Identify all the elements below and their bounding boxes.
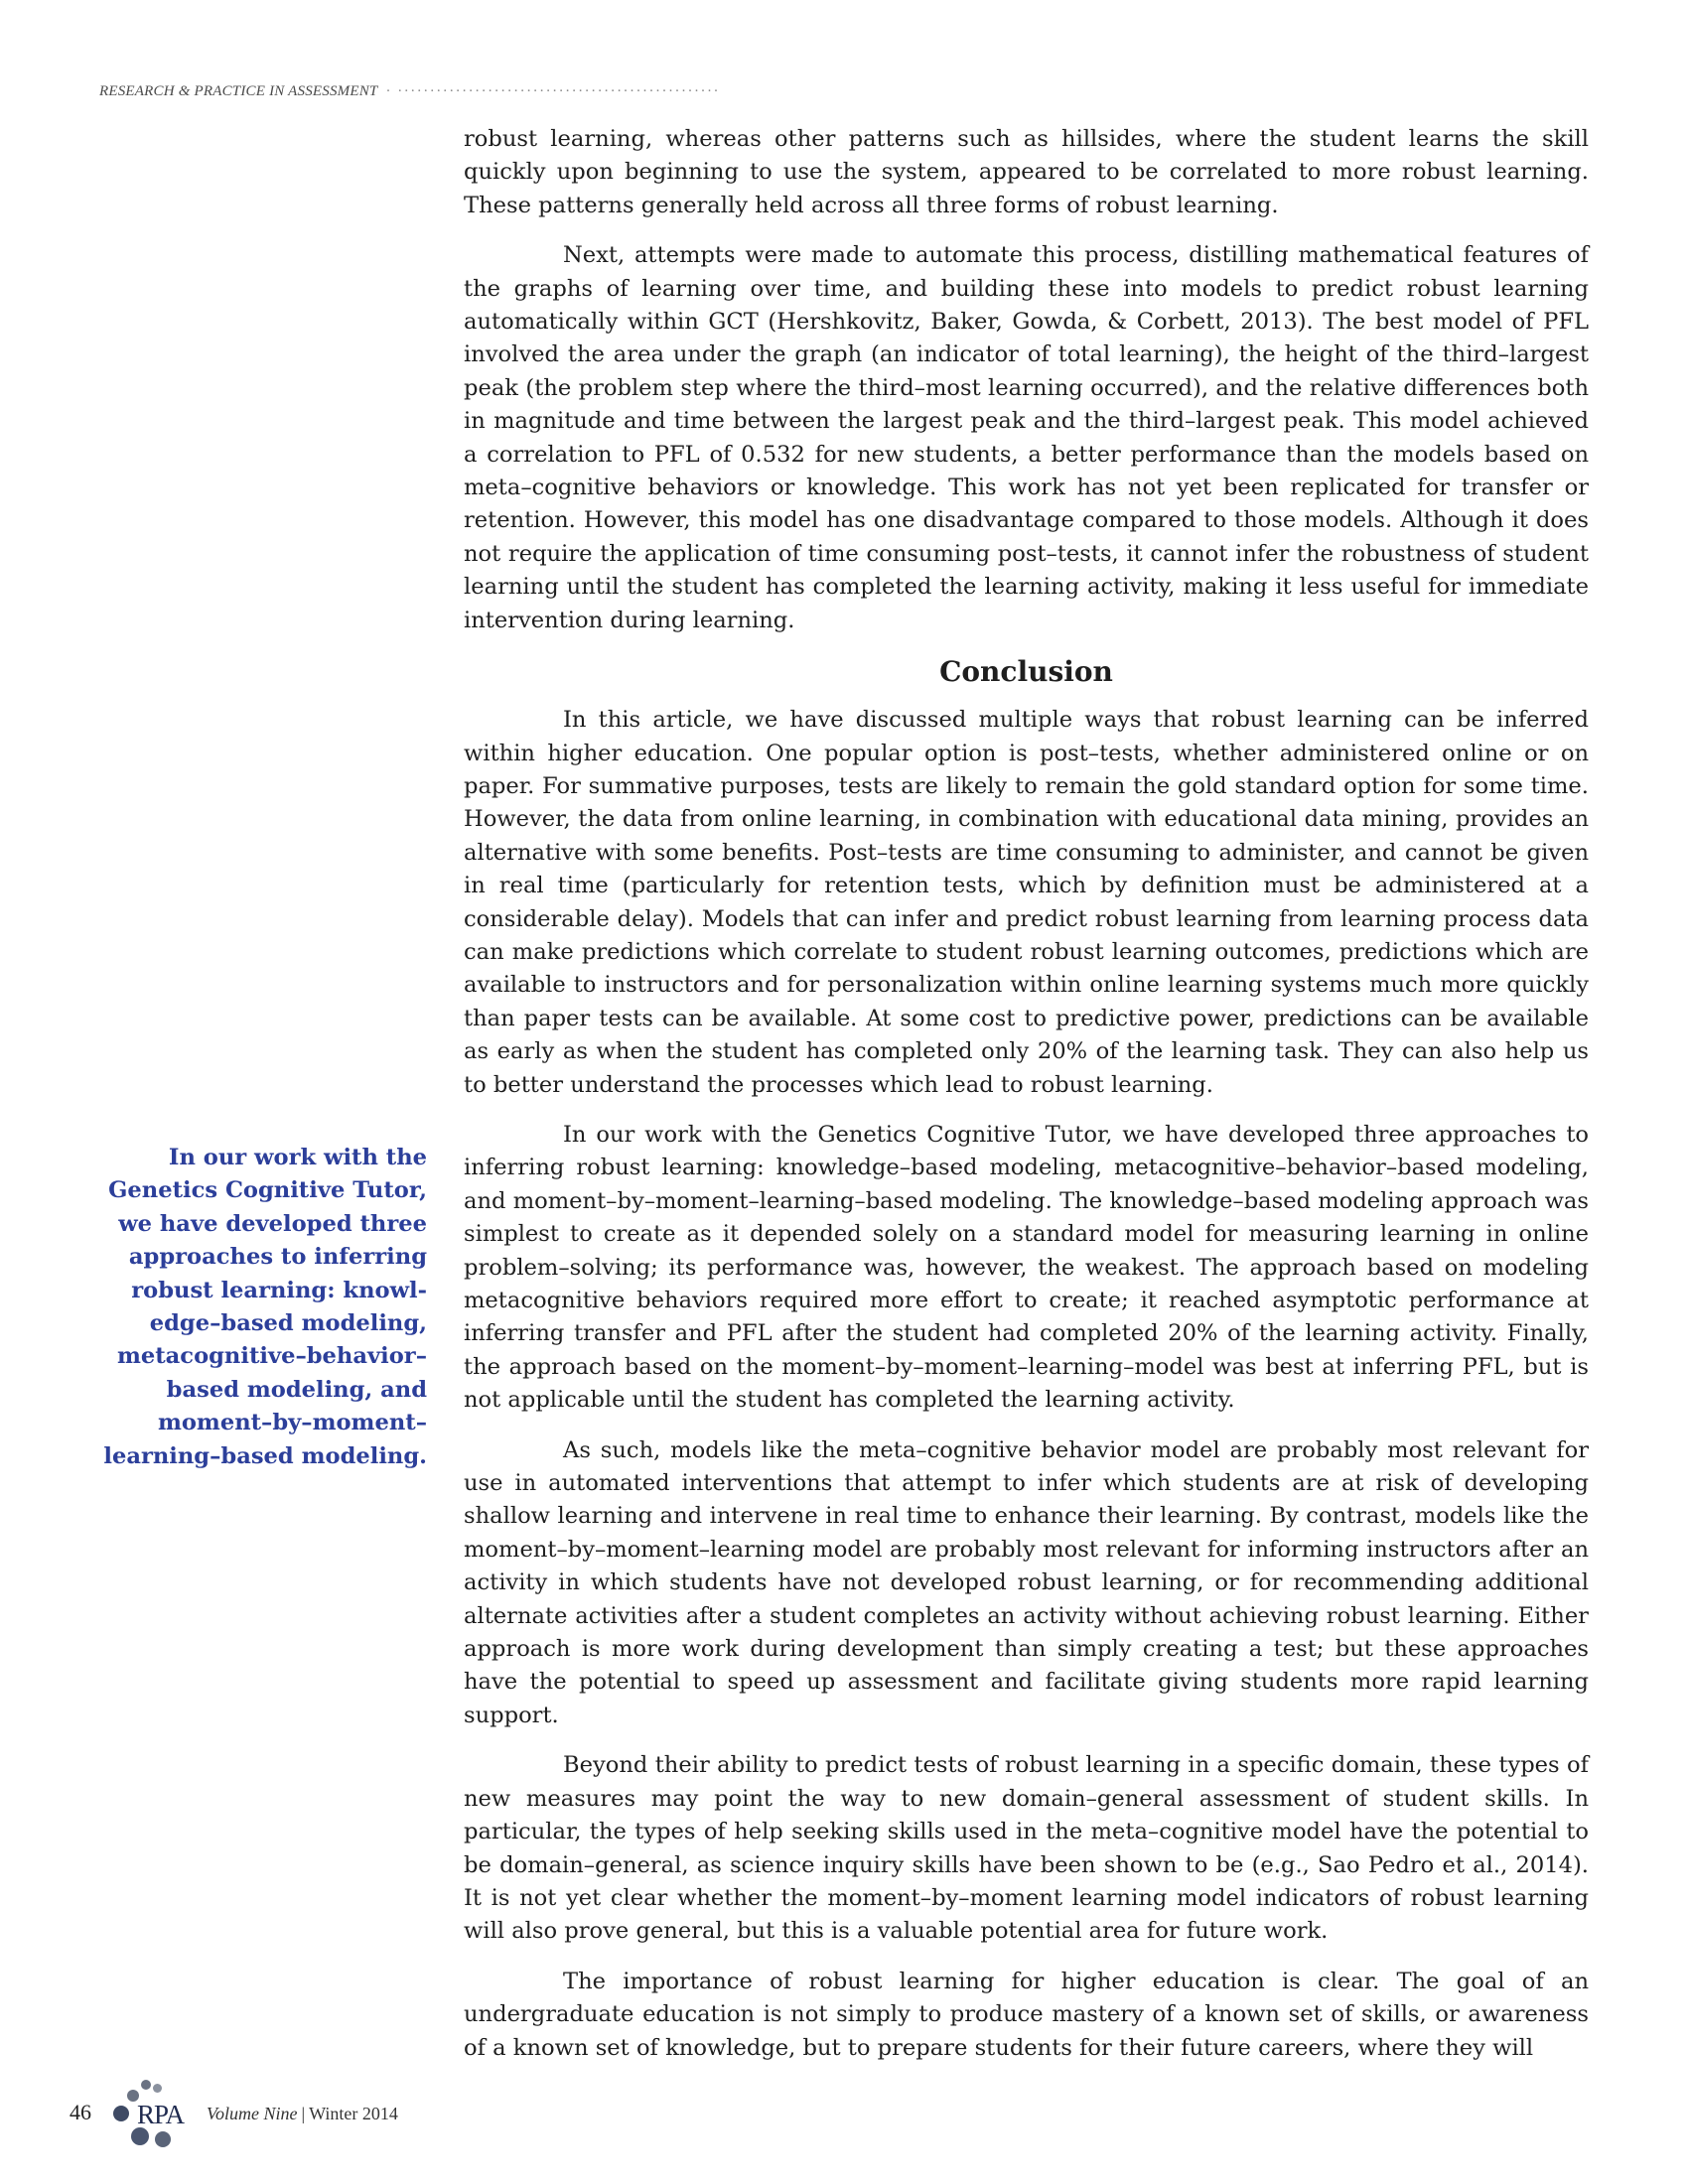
page-footer <box>0 2080 695 2159</box>
logo-dot <box>141 2080 151 2090</box>
logo-dot <box>113 2106 129 2121</box>
paragraph-conclusion-intro: In this article, we have discussed multiple ways that robust learning can be inferred within higher education. One popular option is post–tests, whether administered online or on paper. For summative purposes, tests are likely to remain the gold standard option for some time. However, the data from online learning, in combination with educational data mining, provides an alternative with some benefits. Post–tests are time consuming to administer, and cannot be given in real time (particularly for retention tests, which by definition must be administered at a considerable delay). Models that can infer and predict robust learning from learning process data can make predictions which correlate to student robust learning outcomes, predictions which are available to instructors and for personalization within online learning systems much more quickly than paper tests can be available. At some cost to predictive power, predictions can be available as early as when the student has completed only 20% of the learning task. They can also help us to better understand the processes which lead to robust learning. <box>464 707 1589 1098</box>
main-text-column <box>464 123 1589 2082</box>
running-head <box>99 83 834 100</box>
running-head-title: RESEARCH & PRACTICE IN ASSESSMENT <box>99 83 378 99</box>
footer-separator: | <box>301 2104 306 2123</box>
rpa-logo <box>111 2080 201 2151</box>
paragraph-model-use: As such, models like the meta–cognitive behavior model are probably most relevant for use in automated interventions that attempt to infer which students are at risk of developing shallow learning and intervene in real time to enhance their learning. By contrast, models like the moment–by–moment–learning model are probably most relevant for informing instructors after an activity in which students have not developed robust learning, or for recommending additional alternate activities after a student completes an activity without achieving robust learning. Either approach is more work during development than simply creating a test; but these approaches have the potential to speed up assessment and facilitate giving students more rapid learning support. <box>464 1436 1589 1728</box>
running-head-dots: · ·················································· <box>385 83 720 99</box>
paragraph-approaches: In our work with the Genetics Cognitive Tutor, we have developed three approaches to inferring robust learning: knowledge–based modeling, metacognitive–behavior–based modeling, and moment–by–moment–learning–based modeling. The knowledge–based modeling approach was simplest to create as it depended solely on a standard model for measuring learning in online problem–solving; its performance was, however, the weakest. The approach based on modeling metacognitive behaviors required more effort to create; it reached asymptotic performance at inferring transfer and PFL after the student had completed 20% of the learning activity. Finally, the approach based on the moment–by–moment–learning–model was best at inferring PFL, but is not applicable until the student has completed the learning activity. <box>464 1121 1589 1414</box>
logo-text: RPA <box>137 2100 185 2129</box>
pull-quote: In our work with the Genetics Cognitive Tutor, we have developed three approaches to inferring robust learning: knowledge–based modeling, metacognitive–behavior–based modeling, and moment–by–moment–learning–based modeling. <box>103 1145 427 1469</box>
paragraph-importance: The importance of robust learning for higher education is clear. The goal of an undergraduate education is not simply to produce mastery of a known set of skills, or awareness of a known set of knowledge, but to prepare students for their future careers, where they will <box>464 1968 1589 2061</box>
page-number: 46 <box>70 2100 91 2124</box>
paragraph-automation: Next, attempts were made to automate this process, distilling mathematical features of the graphs of learning over time, and building these into models to predict robust learning automatically within GCT (Hershkovitz, Baker, Gowda, & Corbett, 2013). The best model of PFL involved the area under the graph (an indicator of total learning), the height of the third–largest peak (the problem step where the third–most learning occurred), and the relative differences both in magnitude and time between the largest peak and the third–largest peak. This model achieved a correlation to PFL of 0.532 for new students, a better performance than the models based on meta–cognitive behaviors or knowledge. This work has not yet been replicated for transfer or retention. However, this model has one disadvantage compared to those models. Although it does not require the application of time consuming post–tests, it cannot infer the robustness of student learning until the student has completed the learning activity, making it less useful for immediate intervention during learning. <box>464 242 1589 633</box>
issue-label: Winter 2014 <box>309 2104 398 2123</box>
volume-label: Volume Nine <box>207 2104 298 2123</box>
logo-dot <box>153 2084 162 2093</box>
paragraph-domain-general: Beyond their ability to predict tests of robust learning in a specific domain, these types of new measures may point the way to new domain–general assessment of student skills. In particular, the types of help seeking skills used in the meta–cognitive model have the potential to be domain–general, as science inquiry skills have been shown to be (e.g., Sao Pedro et al., 2014). It is not yet clear whether the moment–by–moment learning model indicators of robust learning will also prove general, but this is a valuable potential area for future work. <box>464 1752 1589 1945</box>
paragraph-continuation: robust learning, whereas other patterns such as hillsides, where the student learns the skill quickly upon beginning to use the system, appeared to be correlated to more robust learning. These patterns generally held across all three forms of robust learning. <box>464 126 1589 218</box>
section-heading-conclusion: Conclusion <box>939 655 1113 689</box>
issue-info <box>207 2104 398 2124</box>
logo-dot <box>155 2131 171 2147</box>
